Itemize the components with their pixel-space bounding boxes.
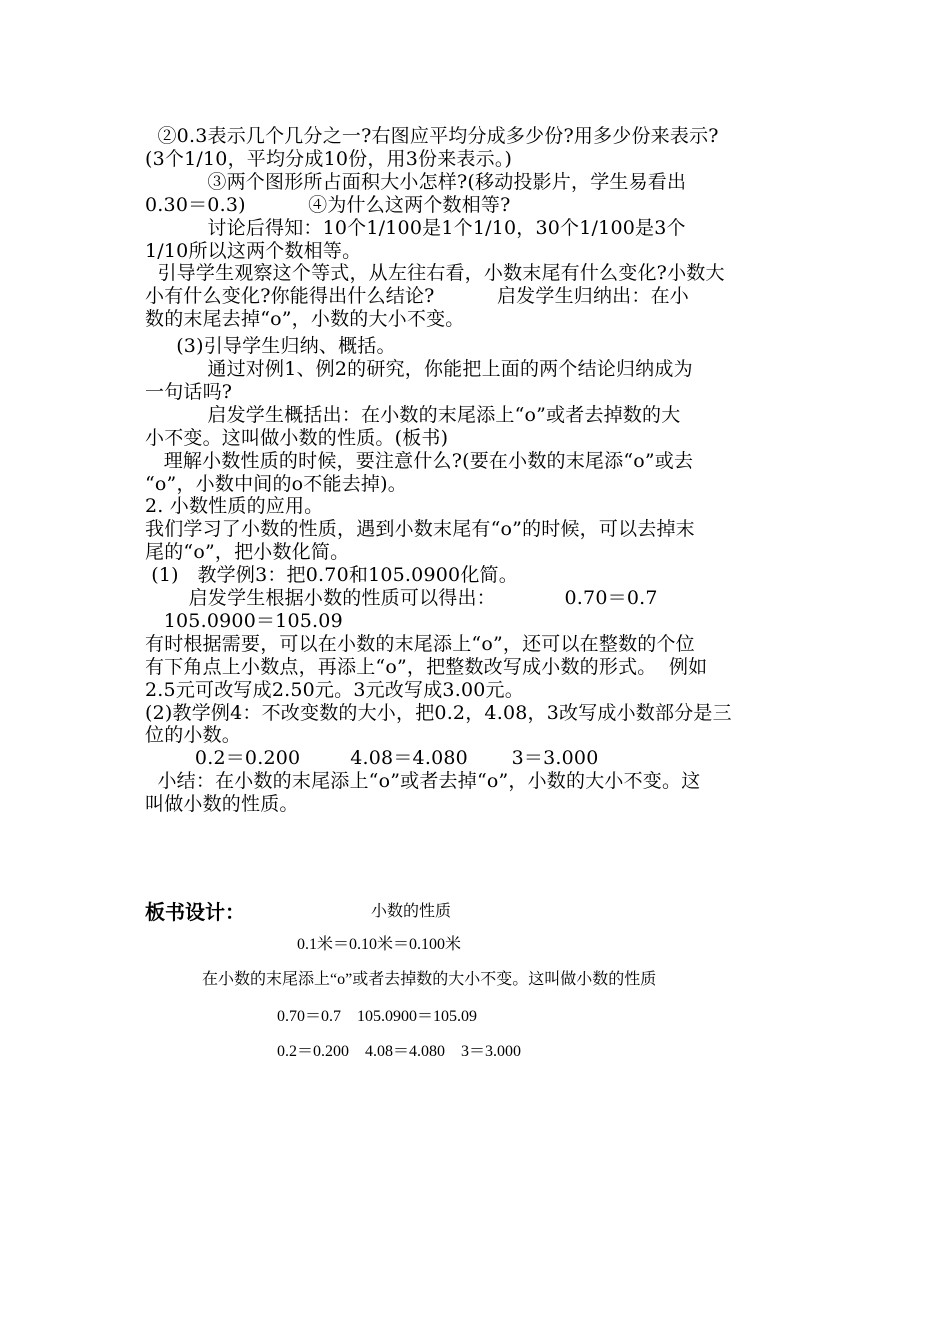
text-line: 2.5元可改写成2.50元。3元改写成3.00元。 [145, 678, 524, 701]
text-line: 启发学生概括出：在小数的末尾添上“o”或者去掉数的大 [145, 403, 681, 426]
text-line: 0.2＝0.200 4.08＝4.080 3＝3.000 [145, 747, 599, 770]
text-line: (3个1/10，平均分成10份，用3份来表示。) [145, 147, 513, 170]
text-line: (3)引导学生归纳、概括。 [145, 335, 396, 358]
text-line: 有时根据需要，可以在小数的末尾添上“o”，还可以在整数的个位 [145, 632, 695, 655]
board-line-4: 0.2＝0.200 4.08＝4.080 3＝3.000 [277, 1043, 522, 1060]
text-line: (1) 教学例3：把0.70和105.0900化简。 [145, 564, 518, 587]
board-line-3: 0.70＝0.7 105.0900＝105.09 [277, 1008, 478, 1025]
board-title: 小数的性质 [371, 903, 452, 920]
text-line: 数的末尾去掉“o”，小数的大小不变。 [145, 308, 465, 331]
text-line: 叫做小数的性质。 [145, 793, 299, 816]
text-line: 2. 小数性质的应用。 [145, 495, 324, 518]
text-line: 有下角点上小数点，再添上“o”，把整数改写成小数的形式。 例如 [145, 655, 708, 678]
text-line: (2)教学例4：不改变数的大小，把0.2，4.08，3改写成小数部分是三 [145, 701, 732, 724]
text-line: 尾的“o”，把小数化简。 [145, 541, 350, 564]
text-line: “o”，小数中间的o不能去掉)。 [145, 472, 407, 495]
text-line: 理解小数性质的时候，要注意什么?(要在小数的末尾添“o”或去 [145, 449, 694, 472]
text-line: 启发学生根据小数的性质可以得出： 0.70＝0.7 [145, 587, 658, 609]
text-line: 1/10所以这两个数相等。 [145, 239, 362, 262]
text-line: 通过对例1、例2的研究，你能把上面的两个结论归纳成为 [145, 358, 693, 380]
board-design-heading: 板书设计： [145, 900, 245, 924]
text-line: 105.0900＝105.09 [145, 609, 343, 632]
text-line: 一句话吗? [145, 380, 233, 403]
text-line: ②0.3表示几个几分之一?右图应平均分成多少份?用多少份来表示? [145, 125, 719, 147]
board-line-2: 在小数的末尾添上“o”或者去掉数的大小不变。这叫做小数的性质 [202, 971, 657, 988]
text-line: 0.30＝0.3) ④为什么这两个数相等? [145, 193, 511, 216]
text-line: 讨论后得知：10个1/100是1个1/10，30个1/100是3个 [145, 216, 686, 239]
text-line: 我们学习了小数的性质，遇到小数末尾有“o”的时候，可以去掉末 [145, 518, 695, 541]
text-line: 小有什么变化?你能得出什么结论? 启发学生归纳出：在小 [145, 285, 689, 308]
text-line: 小结：在小数的末尾添上“o”或者去掉“o”，小数的大小不变。这 [145, 770, 701, 793]
text-line: 引导学生观察这个等式，从左往右看，小数末尾有什么变化?小数大 [145, 262, 725, 285]
text-line: 位的小数。 [145, 724, 242, 747]
text-line: ③两个图形所占面积大小怎样?(移动投影片，学生易看出 [145, 170, 687, 193]
text-line: 小不变。这叫做小数的性质。(板书) [145, 426, 449, 449]
board-line-1: 0.1米＝0.10米＝0.100米 [297, 936, 462, 953]
